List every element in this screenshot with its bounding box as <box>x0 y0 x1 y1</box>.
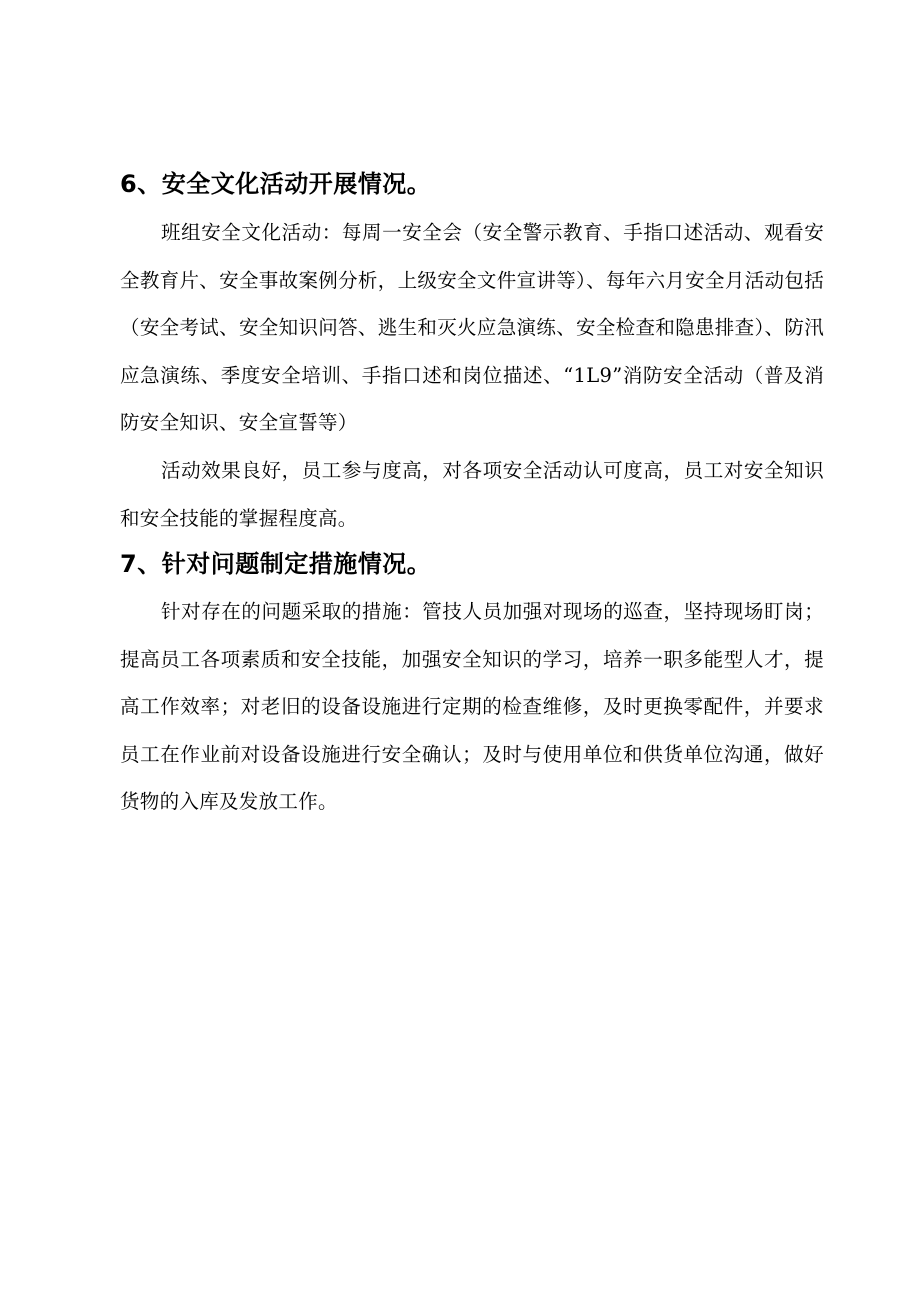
section-7-paragraph-measures: 针对存在的问题采取的措施：管技人员加强对现场的巡查，坚持现场盯岗；提高员工各项素质和安全技能，加强安全知识的学习，培养一职多能型人才，提高工作效率；对老旧的设备设施进行定期的检查维修，及时更换零配件，并要求员工在作业前对设备设施进行安全确认；及时与使用单位和供货单位沟通，做好货物的入库及发放工作。 <box>120 600 824 813</box>
section-6-paragraph-activities: 班组安全文化活动：每周一安全会（安全警示教育、手指口述活动、观看安全教育片、安全事故案例分析，上级安全文件宣讲等）、每年六月安全月活动包括（安全考试、安全知识问答、逃生和灭火应急演练、安全检查和隐患排查）、防汛应急演练、季度安全培训、手指口述和岗位描述、“1L9”消防安全活动（普及消防安全知识、安全宣誓等） <box>120 221 824 434</box>
section-6-paragraph-effects: 活动效果良好，员工参与度高，对各项安全活动认可度高，员工对安全知识和安全技能的掌握程度高。 <box>120 459 824 530</box>
section-7-heading: 7、针对问题制定措施情况。 <box>120 550 432 578</box>
section-6-heading: 6、安全文化活动开展情况。 <box>120 170 432 198</box>
